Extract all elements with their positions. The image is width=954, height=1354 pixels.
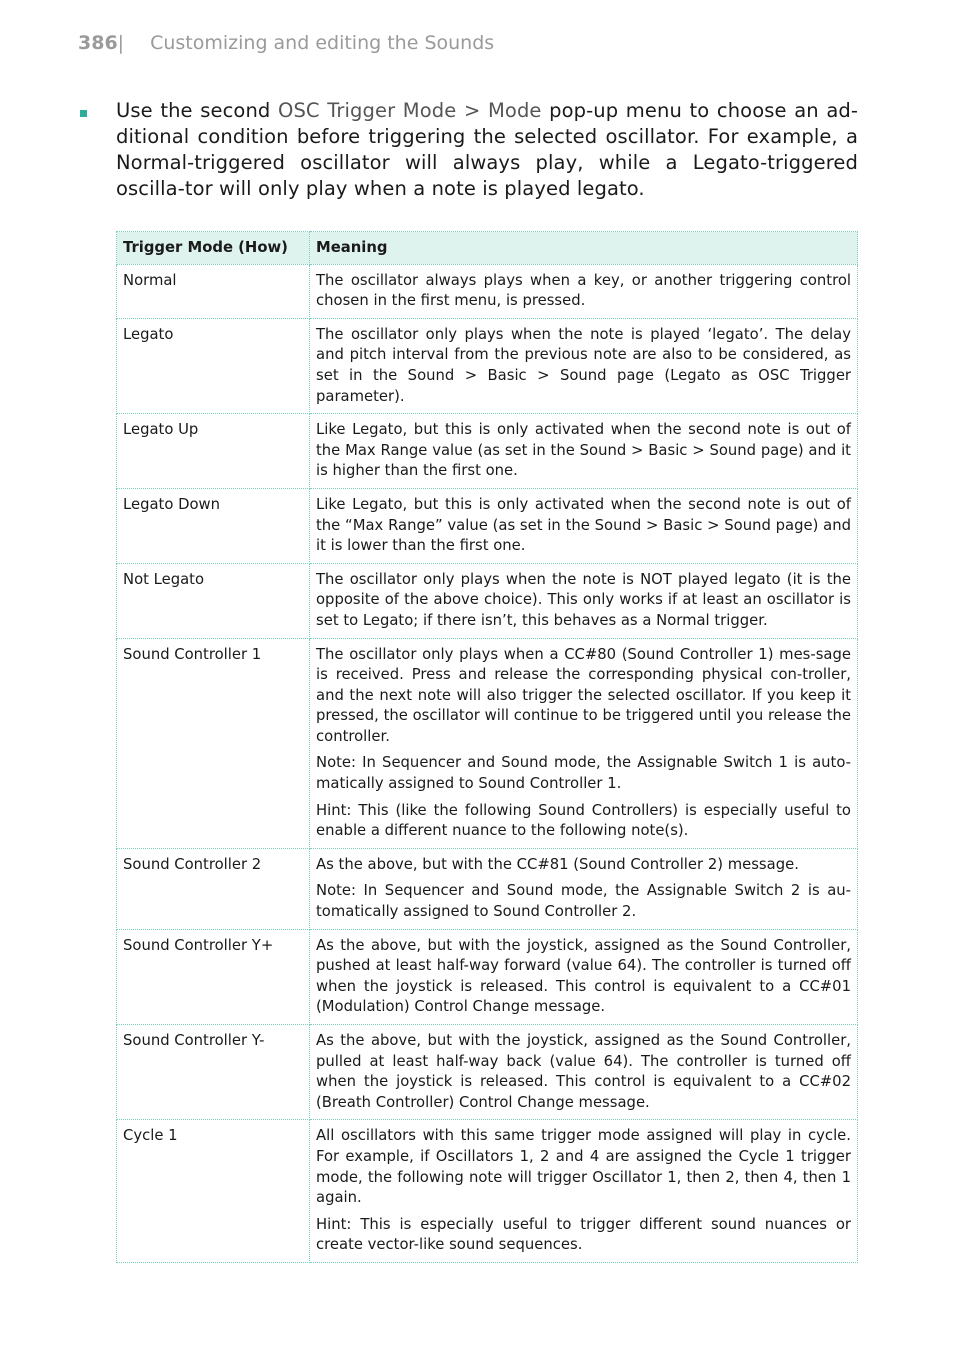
table-row: [117, 414, 858, 489]
meaning-paragraph: As the above, but with the CC#81 (Sound Controller 2) message.: [316, 855, 799, 873]
meaning-paragraph: As the above, but with the joystick, assigned as the Sound Controller, pushed at least half-way forward (value 64). The controller is turned off when the joystick is released. This control is equivalent to a CC#01 (Modulation) Control Change message.: [316, 936, 851, 1016]
bullet-text-before: Use the second: [116, 99, 278, 122]
table-row: [117, 1120, 858, 1263]
trigger-mode-cell: Sound Controller Y+: [117, 929, 310, 1024]
bullet-text-after: pop-up menu to choose an ad-ditional condition before triggering the selected oscillator. For example, a Normal-triggered oscillator will always play, while a Legato-triggered oscilla-tor will only play when a note is played legato.: [116, 99, 858, 200]
meaning-paragraph: The oscillator only plays when a CC#80 (Sound Controller 1) mes-sage is received. Press and release the corresponding physical con-troller, and the next note will also trigger the selected oscillator. If you keep it pressed, the oscillator will continue to be triggered until you release the controller.: [316, 645, 851, 745]
table-row: [117, 848, 858, 929]
table-body: [117, 264, 858, 1262]
menu-path: OSC Trigger Mode > Mode: [278, 99, 542, 122]
table-row: [117, 929, 858, 1024]
trigger-mode-cell: Sound Controller 2: [117, 848, 310, 929]
meaning-cell: [310, 488, 858, 563]
table-row: [117, 264, 858, 318]
trigger-mode-cell: Not Legato: [117, 563, 310, 638]
column-header-mode: Trigger Mode (How): [117, 232, 310, 265]
trigger-mode-table: [116, 231, 858, 1263]
meaning-paragraph: Note: In Sequencer and Sound mode, the Assignable Switch 2 is au-tomatically assigned to Sound Controller 2.: [316, 882, 851, 921]
meaning-cell: [310, 563, 858, 638]
meaning-paragraph: As the above, but with the joystick, assigned as the Sound Controller, pulled at least half-way back (value 64). The controller is turned off when the joystick is released. This control is equivalent to a CC#02 (Breath Controller) Control Change message.: [316, 1032, 851, 1111]
trigger-mode-cell: Legato Up: [117, 414, 310, 489]
meaning-cell: [310, 1025, 858, 1120]
table-row: [117, 638, 858, 848]
table-header-row: [117, 232, 858, 265]
meaning-cell: [310, 929, 858, 1024]
bullet-square-icon: [80, 110, 87, 117]
table-row: [117, 1025, 858, 1120]
trigger-mode-cell: Sound Controller Y-: [117, 1025, 310, 1120]
meaning-cell: [310, 638, 858, 848]
meaning-cell: [310, 848, 858, 929]
trigger-mode-cell: Normal: [117, 264, 310, 318]
meaning-cell: [310, 318, 858, 413]
meaning-paragraph: Note: In Sequencer and Sound mode, the Assignable Switch 1 is auto-matically assigned to Sound Controller 1.: [316, 754, 851, 793]
table-row: [117, 488, 858, 563]
trigger-mode-cell: Sound Controller 1: [117, 638, 310, 848]
meaning-paragraph: Hint: This (like the following Sound Controllers) is especially useful to enable a different nuance to the following note(s).: [316, 801, 851, 840]
table-row: [117, 563, 858, 638]
trigger-mode-cell: Legato Down: [117, 488, 310, 563]
meaning-paragraph: All oscillators with this same trigger mode assigned will play in cycle. For example, if Oscillators 1, 2 and 4 are assigned the Cycle 1 trigger mode, the following note will trigger Oscillator 1, then 2, then 4, then 1 again.: [316, 1127, 851, 1207]
trigger-mode-cell: Legato: [117, 318, 310, 413]
meaning-cell: [310, 264, 858, 318]
meaning-paragraph: Hint: This is especially useful to trigger different sound nuances or create vector-like sound sequences.: [316, 1215, 851, 1254]
running-header: [78, 32, 494, 54]
meaning-paragraph: The oscillator only plays when the note is NOT played legato (it is the opposite of the above choice). This only works if at least an oscillator is set to Legato; if there isn’t, this behaves as a Normal trigger.: [316, 570, 851, 629]
meaning-paragraph: Like Legato, but this is only activated when the second note is out of the “Max Range” value (as set in the Sound > Basic > Sound page) and it is lower than the first one.: [316, 495, 851, 555]
meaning-paragraph: The oscillator always plays when a key, or another triggering control chosen in the first menu, is pressed.: [316, 271, 851, 310]
bullet-text: [116, 98, 858, 202]
meaning-cell: [310, 414, 858, 489]
page-number: 386: [78, 32, 118, 54]
header-separator: |: [117, 32, 125, 54]
section-title: Customizing and editing the Sounds: [150, 32, 495, 54]
column-header-meaning: Meaning: [310, 232, 858, 265]
meaning-paragraph: The oscillator only plays when the note is played ‘legato’. The delay and pitch interval from the previous note are also to be considered, as set in the Sound > Basic > Sound page (Legato as OSC Trigger parameter).: [316, 325, 851, 405]
table-row: [117, 318, 858, 413]
trigger-mode-cell: Cycle 1: [117, 1120, 310, 1263]
meaning-paragraph: Like Legato, but this is only activated when the second note is out of the Max Range value (as set in the Sound > Basic > Sound page) and it is higher than the first one.: [316, 421, 851, 480]
meaning-cell: [310, 1120, 858, 1263]
bullet-paragraph: [78, 98, 858, 202]
